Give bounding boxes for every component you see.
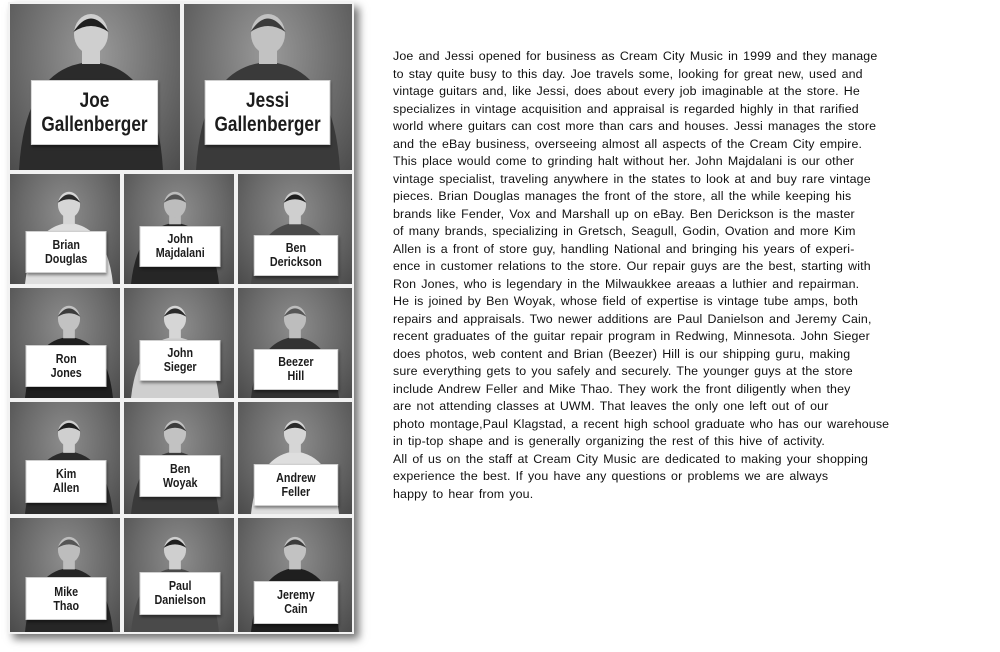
name-sign: [31, 80, 158, 145]
name-line: Cain: [284, 602, 308, 617]
name-sign: [139, 226, 220, 268]
bio-line: are not attending classes at UWM. That leaves the only one left out of our: [393, 399, 829, 413]
name-line: Gallenberger: [41, 112, 148, 136]
name-sign: [254, 464, 338, 506]
bio-line: include Andrew Feller and Mike Thao. They work the front diligently when they: [393, 381, 851, 396]
photo-tile-ron: [10, 288, 120, 398]
bio-line: repairs and appraisals. Two newer additions are Paul Danielson and Jeremy Cain,: [393, 311, 872, 326]
photo-tile-ben-w: [124, 402, 234, 514]
name-sign: [25, 460, 106, 502]
name-line: Danielson: [154, 593, 206, 608]
photo-tile-john-m: [124, 174, 234, 284]
bio-line: experience the best. If you have any questions or problems we are always: [393, 469, 829, 483]
bio-line: vintage guitars and, like Jessi, does about every job imaginable at the store. He: [393, 84, 860, 98]
name-line: Thao: [53, 598, 79, 613]
name-sign: [139, 340, 220, 382]
bio-line: vintage specialist, traveling anywhere in the states to look at and buy rare vintage: [393, 171, 871, 186]
name-line: Mike: [54, 584, 78, 599]
name-line: Brian: [52, 237, 80, 252]
bio-line: happy to hear from you.: [393, 486, 534, 501]
photo-tile-john-s: [124, 288, 234, 398]
name-line: Joe: [79, 89, 110, 113]
name-sign: [25, 345, 106, 387]
name-line: Gallenberger: [214, 112, 321, 136]
name-sign: [254, 581, 338, 624]
name-line: Jones: [50, 365, 82, 380]
name-line: Kim: [55, 467, 77, 482]
bio-line: Allen is a front of store guy, handling National and bringing his years of experi-: [393, 241, 855, 256]
name-sign: [139, 572, 220, 615]
name-line: Andrew: [276, 470, 316, 485]
name-line: Beezer: [278, 355, 314, 370]
name-line: John: [167, 232, 193, 247]
name-line: Sieger: [163, 360, 197, 375]
name-sign: [254, 349, 338, 391]
name-line: John: [167, 346, 193, 361]
bio-line: does photos, web content and Brian (Beezer) Hill is our shipping guru, making: [393, 346, 851, 361]
photo-tile-andrew: [238, 402, 352, 514]
bio-line: brands like Fender, Vox and Marshall up on eBay. Ben Derickson is the master: [393, 206, 855, 221]
name-line: Hill: [287, 369, 305, 384]
bio-line: ence in customer relations to the store. Our repair guys are the best, starting with: [393, 259, 871, 273]
name-line: Ben: [285, 241, 307, 256]
staff-bio-text: [393, 48, 953, 503]
name-sign: [25, 231, 106, 273]
bio-line: sure everything gets to you safely and securely. The younger guys at the store: [393, 364, 853, 378]
photo-tile-kim: [10, 402, 120, 514]
bio-line: specializes in vintage acquisition and appraisal is regarded highly in that rarified: [393, 101, 859, 116]
photo-tile-mike: [10, 518, 120, 632]
name-line: Woyak: [162, 475, 198, 490]
photo-tile-ben-d: [238, 174, 352, 284]
name-line: Derickson: [269, 255, 322, 270]
name-line: Ben: [169, 461, 191, 476]
bio-line: Joe and Jessi opened for business as Cream City Music in 1999 and they manage: [393, 49, 878, 63]
bio-line: pieces. Brian Douglas manages the front of the store, all the while keeping his: [393, 189, 852, 203]
bio-line: Ron Jones, who is legendary in the Milwaukkee areaas a luthier and repairman.: [393, 276, 860, 291]
photo-tile-joe: [10, 4, 180, 170]
photo-tile-paul: [124, 518, 234, 632]
name-line: Allen: [52, 481, 80, 496]
name-line: Jessi: [245, 89, 289, 113]
bio-line: He is joined by Ben Woyak, whose field of expertise is vintage tube amps, both: [393, 294, 859, 308]
bio-paragraph: [393, 48, 953, 503]
name-sign: [205, 80, 331, 145]
bio-line: of many brands, specializing in Gretsch, Seagull, Godin, Ovation and more Kim: [393, 224, 856, 238]
photo-tile-jessi: [184, 4, 352, 170]
bio-line: and the eBay business, overseeing almost all aspects of the Cream City empire.: [393, 136, 863, 151]
photo-tile-jeremy: [238, 518, 352, 632]
name-sign: [254, 235, 338, 277]
bio-line: world where guitars can cost more than cars and houses. Jessi manages the store: [393, 119, 877, 133]
photo-tile-brian: [10, 174, 120, 284]
name-sign: [25, 577, 106, 620]
staff-photo-montage: [8, 2, 354, 634]
bio-line: in tip-top shape and is generally organizing the rest of this hive of activity.: [393, 434, 825, 448]
bio-line: recent graduates of the guitar repair program in Redwing, Minnesota. John Sieger: [393, 329, 870, 343]
bio-line: This place would come to grinding halt without her. John Majdalani is our other: [393, 154, 855, 168]
photo-tile-beezer: [238, 288, 352, 398]
bio-line: All of us on the staff at Cream City Music are dedicated to making your shopping: [393, 451, 869, 466]
name-sign: [139, 455, 220, 497]
name-line: Feller: [281, 484, 311, 499]
bio-line: photo montage,Paul Klagstad, a recent high school graduate who has our warehouse: [393, 416, 890, 431]
name-line: Majdalani: [155, 246, 205, 261]
name-line: Jeremy: [277, 588, 315, 603]
bio-line: to stay quite busy to this day. Joe travels some, looking for great new, used and: [393, 66, 863, 81]
name-line: Paul: [168, 579, 192, 594]
name-line: Douglas: [44, 251, 88, 266]
name-line: Ron: [55, 351, 77, 366]
